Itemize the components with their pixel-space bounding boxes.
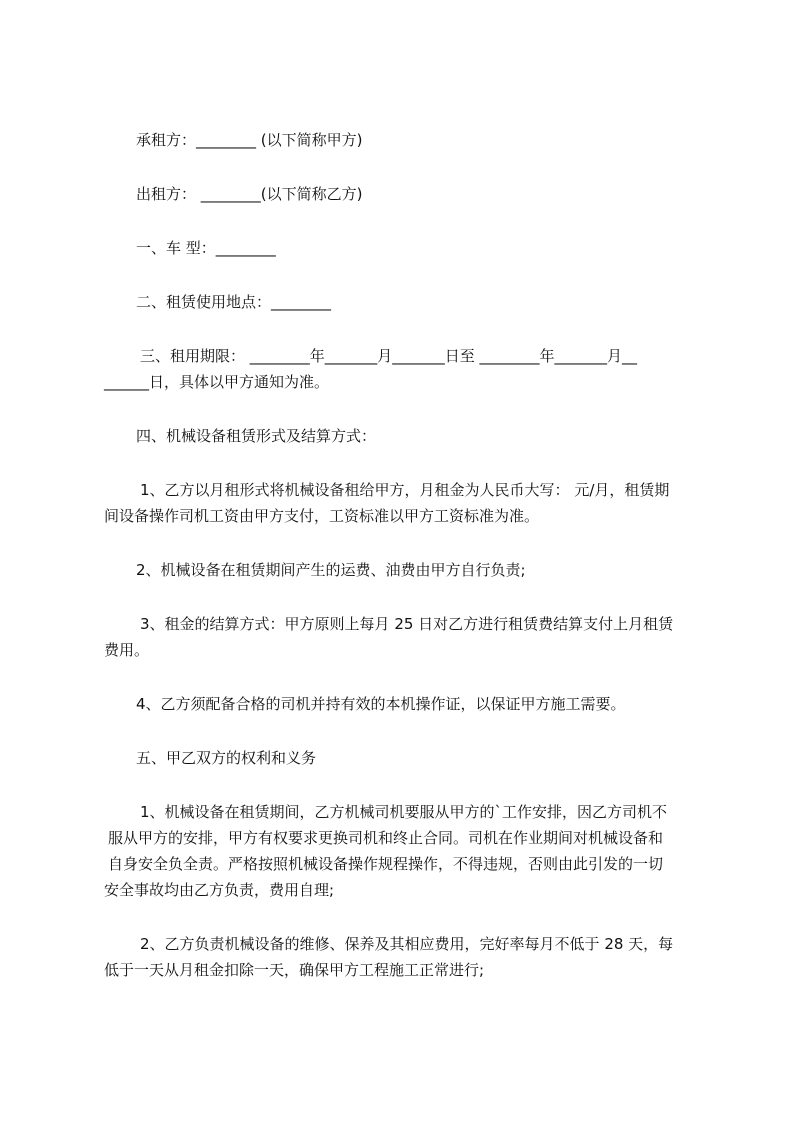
section-five-heading: 五、甲乙双方的权利和义务 (136, 749, 317, 767)
clause-4-1-line-2: 间设备操作司机工资由甲方支付，工资标准以甲方工资标准为准。 (104, 507, 540, 525)
clause-4-2: 2、机械设备在租赁期间产生的运费、油费由甲方自行负责; (136, 561, 526, 579)
clause-5-1-line-2: 服从甲方的安排，甲方有权要求更换司机和终止合同。司机在作业期间对机械设备和 (108, 829, 664, 847)
lease-term-line-1: 三、租用期限： ________年_______月_______日至 ________年_______月__ (140, 347, 638, 365)
clause-5-2-line-1: 2、乙方负责机械设备的维修、保养及其相应费用，完好率每月不低于 28 天，每 (140, 935, 674, 953)
lessor-line: 出租方： ________(以下简称乙方) (136, 185, 363, 203)
clause-5-1-line-3: 自身安全负全责。严格按照机械设备操作规程操作，不得违规，否则由此引发的一切 (108, 855, 664, 873)
clause-4-3-line-2: 费用。 (104, 641, 150, 659)
clause-4-3-line-1: 3、租金的结算方式：甲方原则上每月 25 日对乙方进行租赁费结算支付上月租赁 (140, 615, 674, 633)
section-four-heading: 四、机械设备租赁形式及结算方式： (136, 427, 377, 445)
vehicle-type-line: 一、车 型：________ (136, 239, 276, 257)
clause-4-4: 4、乙方须配备合格的司机并持有效的本机操作证，以保证甲方施工需要。 (136, 695, 626, 713)
lease-term-line-2: ______日，具体以甲方通知为准。 (104, 373, 330, 391)
clause-5-1-line-1: 1、机械设备在租赁期间，乙方机械司机要服从甲方的`工作安排，因乙方司机不 (140, 803, 668, 821)
clause-5-1-line-4: 安全事故均由乙方负责，费用自理; (104, 881, 335, 899)
lessee-line: 承租方：________ (以下简称甲方) (136, 131, 363, 149)
clause-5-2-line-2: 低于一天从月租金扣除一天，确保甲方工程施工正常进行; (104, 961, 485, 979)
usage-location-line: 二、租赁使用地点：________ (136, 293, 332, 311)
clause-4-1-line-1: 1、乙方以月租形式将机械设备租给甲方，月租金为人民币大写： 元/月，租赁期 (140, 481, 670, 499)
